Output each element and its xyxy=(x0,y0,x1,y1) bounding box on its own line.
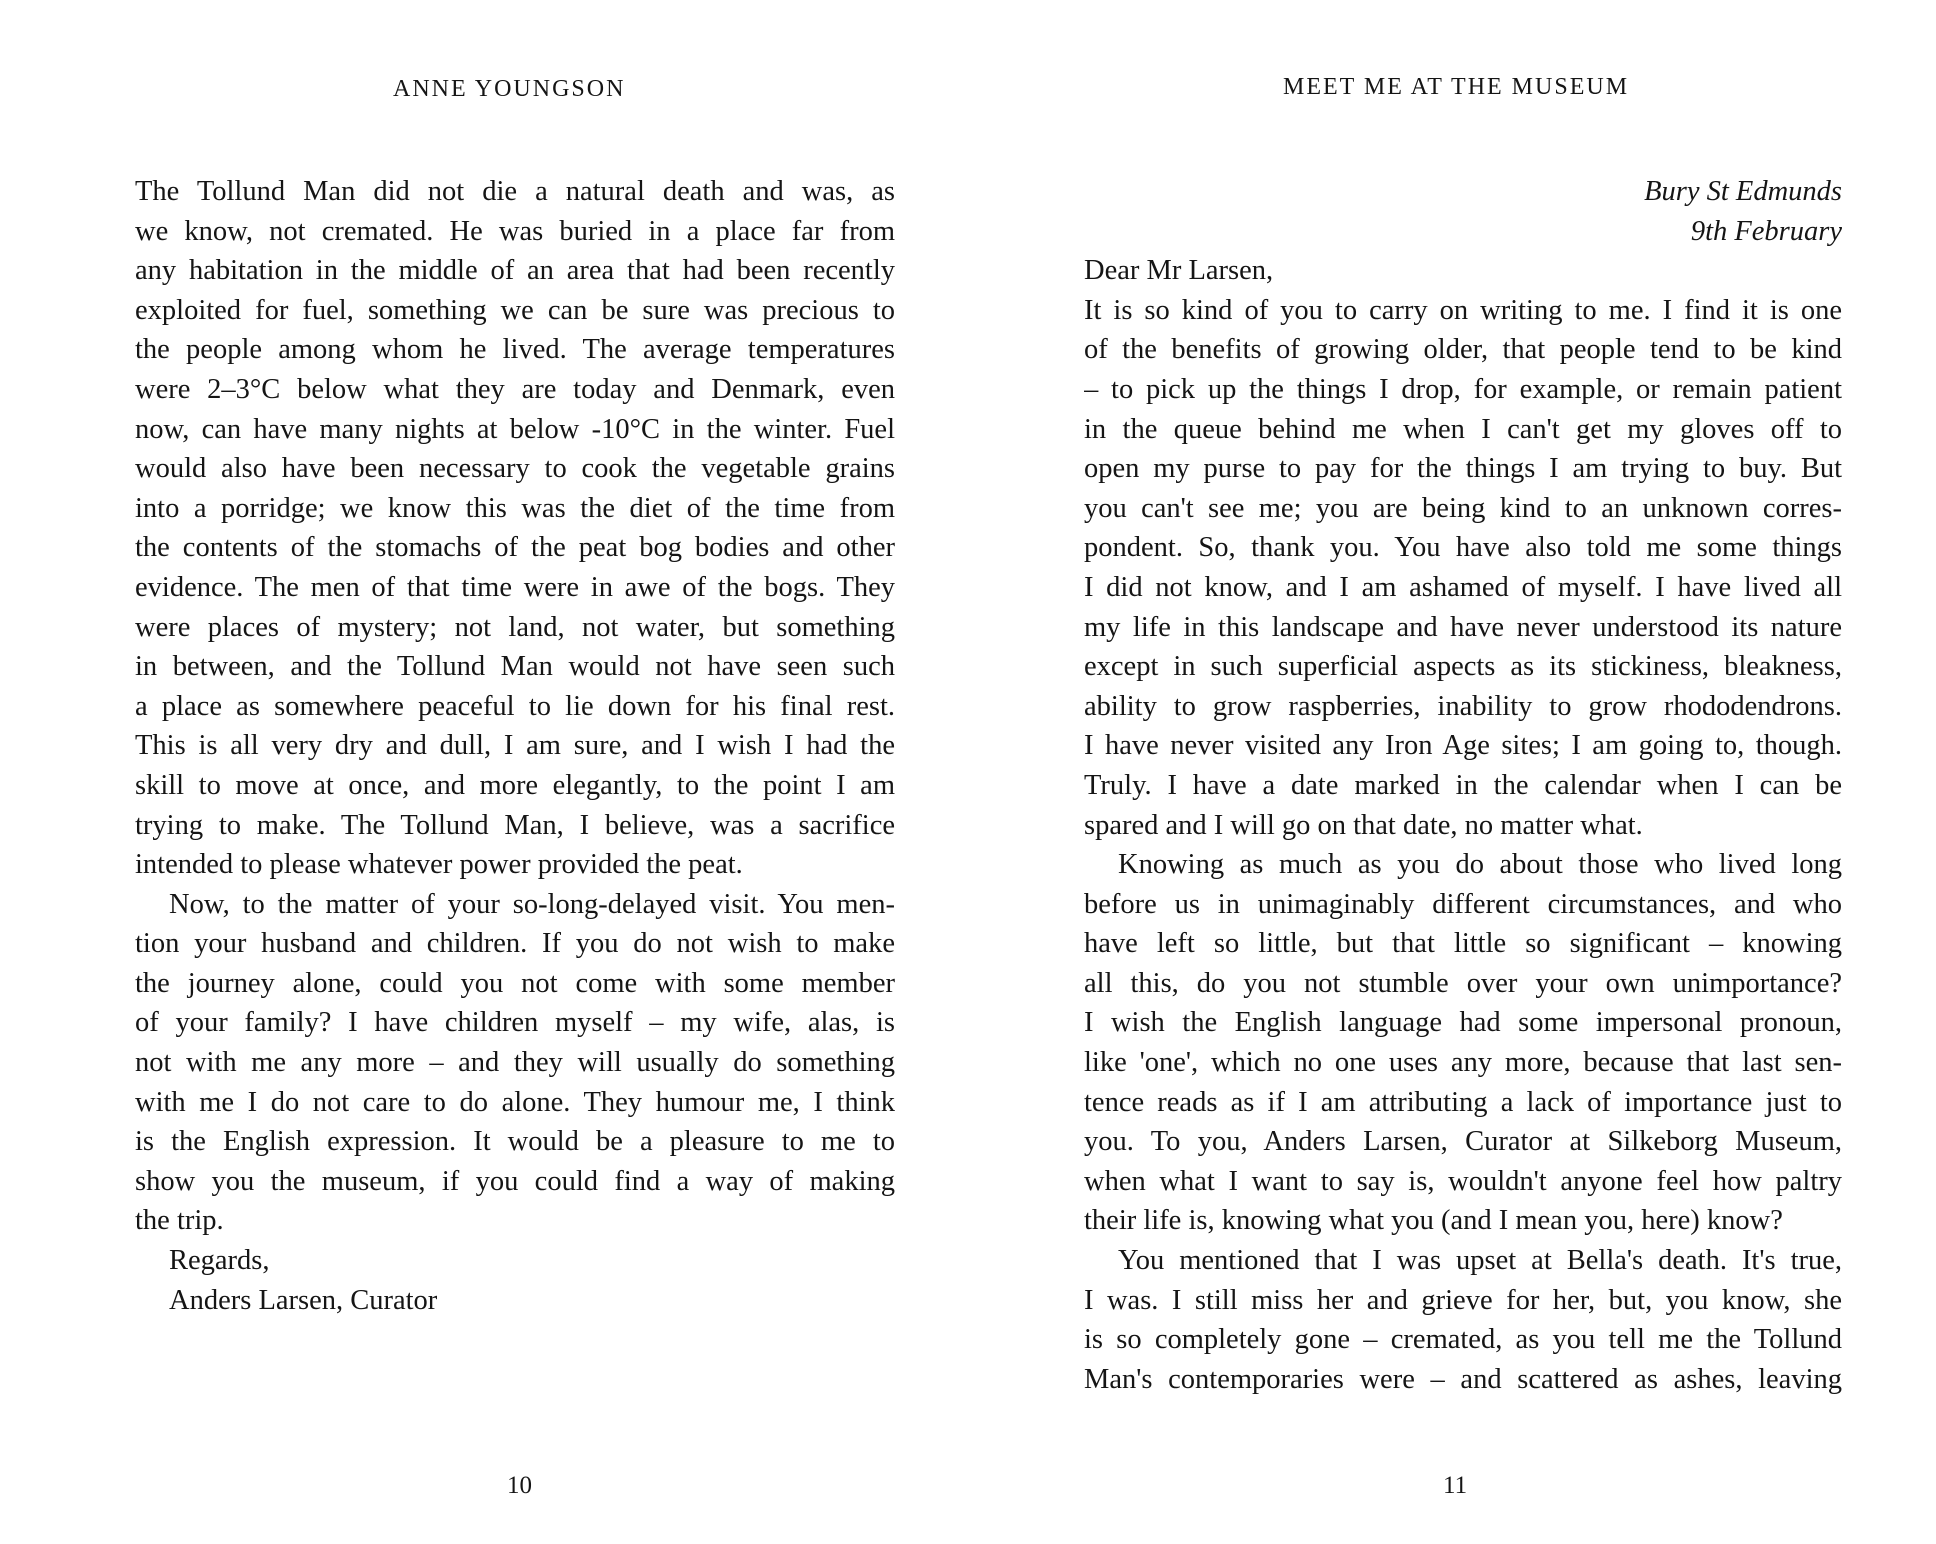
text-line: exploited for fuel, something we can be sure was precious to xyxy=(135,294,895,326)
text-line: The Tollund Man did not die a natural death and was, as xyxy=(135,176,895,207)
text-line: of the benefits of growing older, that people tend to be kind xyxy=(1084,334,1842,366)
text-line: This is all very dry and dull, I am sure, and I wish I had the xyxy=(135,730,895,762)
text-line: into a porridge; we know this was the diet of the time from xyxy=(135,492,895,524)
text-line: tion your husband and children. If you do not wish to make xyxy=(135,928,895,960)
text-line: is the English expression. It would be a pleasure to me to xyxy=(135,1126,895,1158)
text-line: I wish the English language had some impersonal pronoun, xyxy=(1084,1007,1842,1039)
text-line: of your family? I have children myself – my wife, alas, is xyxy=(135,1007,895,1039)
text-line: now, can have many nights at below -10°C in the winter. Fuel xyxy=(135,413,895,445)
text-line: any habitation in the middle of an area that had been recently xyxy=(135,255,895,287)
text-line: not with me any more – and they will usually do something xyxy=(135,1047,895,1079)
text-line: the journey alone, could you not come with some member xyxy=(135,967,895,999)
text-line: when what I want to say is, wouldn't anyone feel how paltry xyxy=(1084,1165,1842,1197)
text-line: show you the museum, if you could find a way of making xyxy=(135,1165,895,1197)
text-line: tence reads as if I am attributing a lack of importance just to xyxy=(1084,1086,1842,1118)
paragraph xyxy=(1084,845,1842,1241)
text-line: Knowing as much as you do about those who lived long xyxy=(1118,849,1842,881)
letter-signoff: Regards, xyxy=(169,1245,270,1277)
text-line: spared and I will go on that date, no matter what. xyxy=(1084,809,1643,841)
text-line: before us in unimaginably different circumstances, and who xyxy=(1084,888,1842,920)
letter-salutation: Dear Mr Larsen, xyxy=(1084,255,1274,287)
text-line: Now, to the matter of your so-long-delayed visit. You men- xyxy=(169,888,895,920)
text-line: would also have been necessary to cook the vegetable grains xyxy=(135,453,895,485)
letter-date: 9th February xyxy=(1690,215,1842,247)
text-line: trying to make. The Tollund Man, I believe, was a sacrifice xyxy=(135,809,895,841)
text-line: It is so kind of you to carry on writing to me. I find it is one xyxy=(1084,294,1842,326)
letter-signature: Anders Larsen, Curator xyxy=(169,1284,438,1316)
text-line: the contents of the stomachs of the peat bog bodies and other xyxy=(135,532,895,564)
paragraph xyxy=(1084,1241,1842,1399)
text-line: have left so little, but that little so significant – knowing xyxy=(1084,928,1842,960)
text-line: pondent. So, thank you. You have also told me some things xyxy=(1084,532,1842,564)
text-line: the people among whom he lived. The average temperatures xyxy=(135,334,895,366)
text-line: is so completely gone – cremated, as you tell me the Tollund xyxy=(1084,1324,1842,1356)
running-head-author: ANNE YOUNGSON xyxy=(393,76,626,102)
text-line: I was. I still miss her and grieve for her, but, you know, she xyxy=(1084,1284,1842,1316)
text-line: I have never visited any Iron Age sites; I am going to, though. xyxy=(1084,730,1842,762)
text-line: – to pick up the things I drop, for example, or remain patient xyxy=(1084,373,1842,405)
right-page-body xyxy=(1084,172,1842,1399)
text-line: You mentioned that I was upset at Bella's death. It's true, xyxy=(1118,1245,1842,1277)
paragraph xyxy=(1084,291,1842,845)
text-line: my life in this landscape and have never understood its nature xyxy=(1084,611,1842,643)
text-line: a place as somewhere peaceful to lie down for his final rest. xyxy=(135,690,895,722)
text-line: skill to move at once, and more elegantly, to the point I am xyxy=(135,769,895,801)
left-page-body xyxy=(135,172,895,1320)
text-line: were 2–3°C below what they are today and Denmark, even xyxy=(135,373,895,405)
text-line: in between, and the Tollund Man would not have seen such xyxy=(135,651,895,683)
text-line: all this, do you not stumble over your own unimportance? xyxy=(1084,967,1842,999)
letter-place: Bury St Edmunds xyxy=(1644,176,1842,207)
paragraph xyxy=(135,885,895,1241)
text-line: were places of mystery; not land, not water, but something xyxy=(135,611,895,643)
right-page xyxy=(968,0,1936,1544)
text-line: the trip. xyxy=(135,1205,224,1237)
text-line: intended to please whatever power provided the peat. xyxy=(135,849,743,881)
text-line: you can't see me; you are being kind to an unknown corres- xyxy=(1084,492,1842,524)
page-number: 11 xyxy=(1443,1472,1468,1499)
paragraph xyxy=(135,172,895,885)
text-line: I did not know, and I am ashamed of myself. I have lived all xyxy=(1084,571,1842,603)
text-line: ability to grow raspberries, inability to grow rhododendrons. xyxy=(1084,690,1842,722)
text-line: with me I do not care to do alone. They humour me, I think xyxy=(135,1086,895,1118)
text-line: their life is, knowing what you (and I mean you, here) know? xyxy=(1084,1205,1783,1237)
text-line: Truly. I have a date marked in the calendar when I can be xyxy=(1084,769,1842,801)
page-number: 10 xyxy=(507,1472,532,1499)
text-line: Man's contemporaries were – and scattered as ashes, leaving xyxy=(1084,1363,1842,1395)
text-line: like 'one', which no one uses any more, because that last sen- xyxy=(1084,1047,1842,1079)
text-line: evidence. The men of that time were in awe of the bogs. They xyxy=(135,571,895,603)
text-line: you. To you, Anders Larsen, Curator at Silkeborg Museum, xyxy=(1084,1126,1842,1158)
text-line: open my purse to pay for the things I am trying to buy. But xyxy=(1084,453,1842,485)
text-line: in the queue behind me when I can't get my gloves off to xyxy=(1084,413,1842,445)
running-head-title: MEET ME AT THE MUSEUM xyxy=(1283,74,1630,100)
text-line: except in such superficial aspects as its stickiness, bleakness, xyxy=(1084,651,1842,683)
text-line: we know, not cremated. He was buried in a place far from xyxy=(135,215,895,247)
